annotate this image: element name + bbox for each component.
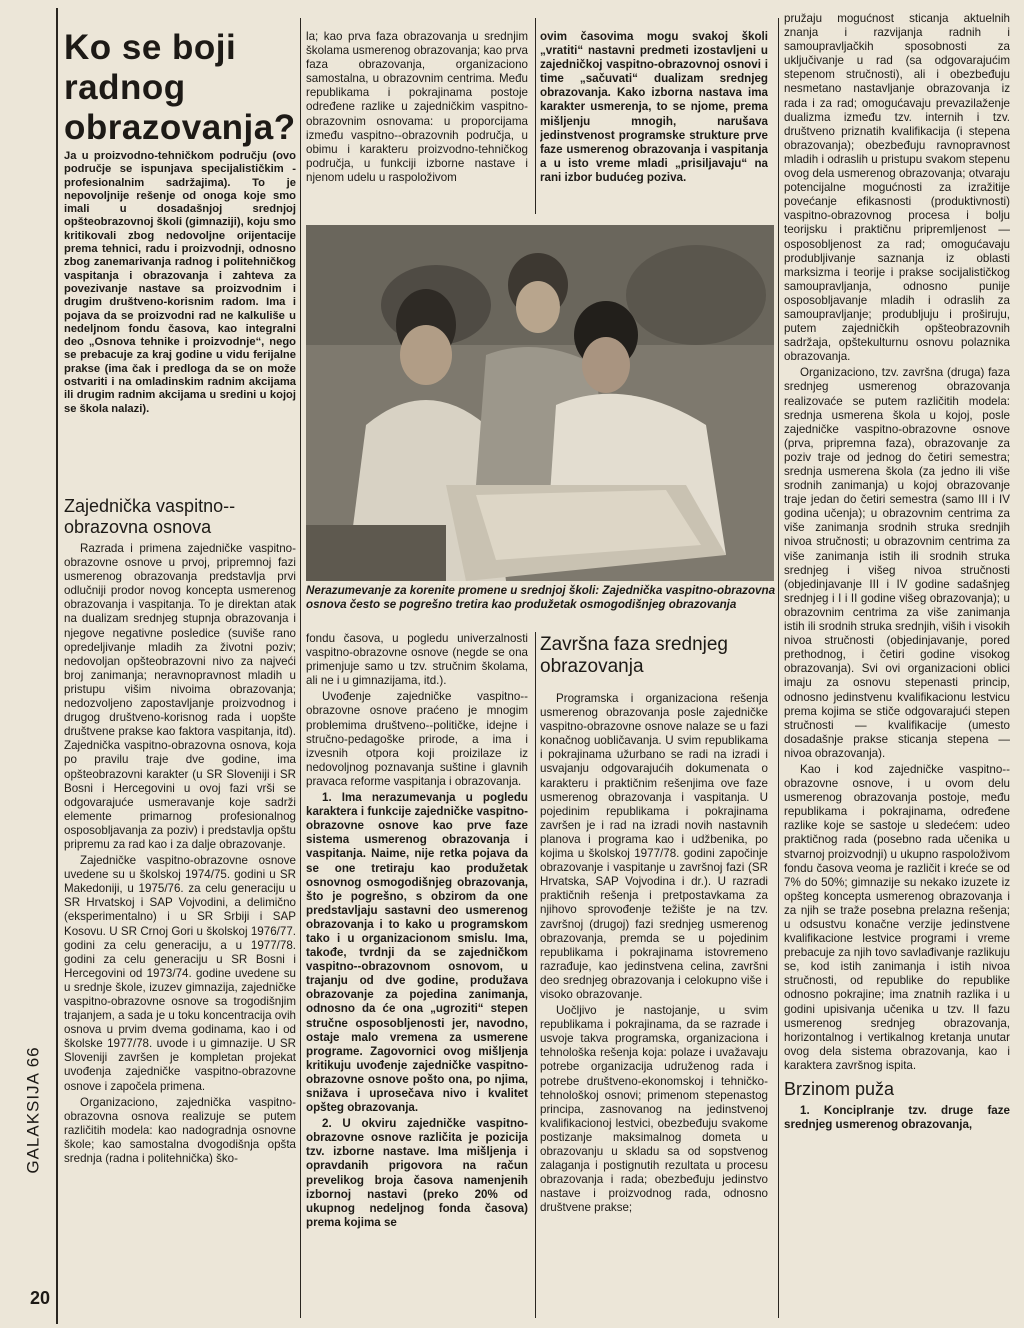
subheading-brzinom: Brzinom puža — [784, 1079, 895, 1100]
column-3-top — [540, 30, 768, 220]
paragraph: la; kao prva faza obrazovanja u srednjim školama usmerenog obrazovanja; kao prva faza obrazovanja, organizaciono samostalna, u obrazovnim centrima. Među republikama i pokrajinama postoje određene razlike u zajedničkim vaspitno-obrazovnim osnovama: u proporcijama između vaspitno--obrazovnih područja, u obimu i karakteru proizvodno-tehničkog područja, u funkciji izborne nastave i njenom udelu u raspoloživom — [306, 30, 528, 184]
page-number: 20 — [30, 1288, 51, 1308]
paragraph: 1. Ima nerazumevanja u pogledu karaktera i funkcije zajedničke vaspitno-obrazovne osnove kao prve faze sistema usmerenog obrazovanja i vaspitanja. Naime, nije retka pojava da se one tretiraju kao produžetak osnovnog osmogodišnjeg obrazovanja, što je pogrešno, s obzirom da one predstavljaju sastavni deo usmerenog obrazovanja i to kako u programskom tako i u organizacionom smislu. Ima, takođe, tvrdnji da se zajedničkom vaspitno--obrazovnom osnovom, u trajanju od dve godine, produžava obrazovanje za pojedina zanimanja, odnosno da će ona „ugroziti“ stepen stručne osposobljenosti jer, navodno, ostaje malo vremena za usmerene programe. Zagovornici ovog mišljenja kritikuju uvođenje zajedničke vaspitno-obrazovne osnove pošto ona, po njima, snižava i uprosečava nivo i kvalitet opšteg obrazovanja. — [306, 791, 528, 1115]
paragraph: Zajedničke vaspitno-obrazovne osnove uvedene su u školskoj 1974/75. godini u SR Makedoniji, u 1975/76. za celu generaciju u SR Hrvatskoj i SAP Vojvodini, a delimično (eksperimentalno) i u SR Srbiji i SAP Kosovu. U SR Crnoj Gori u školskoj 1976/77. godini za celu generaciju, a u 1977/78. godini za celu generaciju u SR Bosni i Hercegovini od 1973/74. godine uvedene su u srednje škole, izuzev gimnazija, zajedničke vaspitno-obrazovne osnove sa trogodišnjim trajanjem, a sada je u toku koncentracija ovih osnova u prvim dvema godinama, kao i od školske 1977/78. uvode i u gimnazije. U SR Sloveniji završen je kompletan projekat uvođenja zajedničke vaspitno-obrazovne osnove i započela primena. — [64, 854, 296, 1093]
paragraph: Kao i kod zajedničke vaspitno--obrazovne osnove, i u ovom delu usmerenog obrazovanja postoje, među republikama i pokrajinama, određene razlike koje se sastoje u sledećem: udeo praktičnog rada (posebno rada učenika u stvarnoj proizvodnji) u ukupno raspoloživom fondu časova veoma je različit i kreće se od 7% do 50%; gimnazije su nekako izuzete iz opšteg koncepta usmerenog obrazovanja i za njih se traže posebna prelazna rešenja; u odsustvu konačne verzije jedinstvene kvalifikacione lestvice programi i vreme prebacuje za njih tovo savlađivanje razlikuju se, kod istih zanimanja i istih nivoa stručnosti, od republike do republike odnosno pokrajine; ima znatnih razlika i u godini upisivanja učenika u tzv. II fazu usmerenog srednjeg obrazovanja, horizontalnog i vertikalnog kretanja unutar ovog dela sistema obrazovanja, kao i karaktera završnog ispita. — [784, 762, 1010, 1072]
left-vertical-rule — [56, 8, 58, 1324]
article-lead: Ja u proizvodno-tehničkom području (ovo područje se ispunjava specijalističkim - profesionalnim sadržajima). To je nepovoljnije rešenje od onoga koje smo imali u dosadašnjoj srednjoj opšteobrazovnoj školi (gimnaziji), koju smo kritikovali zbog nedovoljne orijentacije prema tehnici, radu i proizvodnji, odnosno zbog zanemarivanja radnog i politehničkog vaspitanja i obrazovanja i zahteva za povezivanje nastave sa proizvodnim i drugim društveno-korisnim radom. Ima i pojava da se proizvodni rad ne kalkuliše u nedeljnom fondu časova, kao integralni deo „Osnova tehnike i proizvodnje“, nego se prebacuje za kraj godine u vidu ferijalne prakse (ima čak i predloga da se on može ostvariti i na omladinskim radnim akcijama ili drugim radnim akcijama u sredini u kojoj se škola nalazi). — [64, 150, 296, 415]
column-rule — [535, 632, 536, 1318]
photo-caption: Nerazumevanje za korenite promene u srednjoj školi: Zajednička vaspitno-obrazovna osnova često se pogrešno tretira kao produžetak osmogodišnjeg obrazovanja — [306, 584, 776, 611]
paragraph: ovim časovima mogu svakoj školi „vratiti“ nastavni predmeti izostavljeni u zajedničkoj vaspitno-obrazovnoj osnovi i time „sačuvati“ dualizam srednjeg obrazovanja. Kako izborna nastava ima karakter usmerenja, to se njome, prema mišljenju mnogih, narušava jedinstvenost programske strukture prve faze usmerenog obrazovanja i vaspitanja a u isto vreme mladi „prisiljavaju“ na rani izbor budućeg poziva. — [540, 30, 768, 184]
paragraph: Uvođenje zajedničke vaspitno--obrazovne osnove praćeno je mnogim problemima društveno--političke, idejne i stručno-pedagoške prirode, a ima i izvesnih otpora koji proizilaze iz nedovoljnog poznavanja suštine i glavnih pravaca reforme vaspitanja i obrazovanja. — [306, 690, 528, 788]
article-title: Ko se boji radnog obrazovanja? — [64, 28, 296, 147]
paragraph: Organizaciono, zajednička vaspitno-obrazovna osnova realizuje se putem različitih modela: kao nadogradnja osnovne škole; kao samostalna dvogodišnja opšta srednja (radna i politehnička) ško- — [64, 1095, 296, 1166]
column-rule — [778, 18, 779, 1318]
paragraph: Razrada i primena zajedničke vaspitno-obrazovne osnove u prvoj, pripremnoj fazi usmerenog obrazovanja predstavlja prvi odlučniji prodor novog koncepta usmerenog obrazovanja i vaspitanja. To je direktan atak na dualizam srednjeg stupnja obrazovanja i njegove negativne posledice (suviše rano opredeljivanje mladih za životni poziv; nedovoljan opšteobrazovni nivo za najveći broj zanimanja; neravnopravnost mladih u pristupu višim nivoima obrazovanja; nedozvoljeno zapostavljanje proizvodnog i drugog društveno-korisnog rada i uopšte društvene prakse kao faktora vaspitanja, itd). Zajednička vaspitno-obrazovna osnova, koja po pravilu traje dve godine, ima opšteobrazovni karakter (u SR Sloveniji i SR Bosni i Hercegovini u ovoj fazi vrši se odgovarajuće usmeravanje koje sadrži elemente primarnog profesionalnog osposobljavanja za poziv) i predstavlja opštu pripremu za rad kao i za dalje obrazovanje. — [64, 542, 296, 851]
paragraph: Organizaciono, tzv. završna (druga) faza srednjeg usmerenog obrazovanja realizovaće se putem različitih modela: srednja usmerena škola u kojoj, posle zajedničke vaspitno-obrazovne osnove (prva, pripremna faza), obrazovanje za poziv traje od jednog do četiri semestra; srednja usmerena škola (za jedno ili više srodnih zanimanja) u kojoj obrazovanje traje jedan do četiri semestra (samo III i IV godina učenja); u obrazovnim centrima za više zanimanja srodnih struka srednjih nivoa stručnosti; u obrazovnim centrima za više zanimanja istih ili srodnih struka srednjeg i višeg nivoa stručnosti (objedinjavanje III i IV godine sadašnjeg srednjeg i I i II godine višeg obrazovanja); u obrazovnim centrima za više zanimanja istih ili srodnih struka srednjih, viših i visokih nivoa stručnosti (objedinjavanje, pored prethodnog, i četiri godine visokog obrazovanja). Svi ovi organizacioni oblici imaju za osnovu stepenasti princip, odnosno jedinstvenu kvalifikacionu lestvicu prema kojima se stiče odgovarajući stepen stručnosti — kvalifikacije (umesto dosadašnje prakse sticanja stepena — nivoa obrazovanja). — [784, 366, 1010, 760]
column-rule — [535, 18, 536, 214]
paragraph: Programska i organizaciona rešenja usmerenog obrazovanja posle zajedničke vaspitno-obrazovne osnove nalaze se u fazi konačnog uobličavanja. U svim republikama i pokrajinama užurbano se radi na izradi i usvajanju odgovarajućih dokumenata o karakteru i praktičnim rešenjima ove faze usmerenog obrazovanja i vaspitanja. U pojedinim republikama i pokrajinama završen je i rad na izradi novih nastavnih planova i programa kao i udžbenika, po kojima u školskoj 1977/78. godini započinje obrazovanje i vaspitanje u završnoj fazi (SR Hrvatska, SAP Vojvodina i dr.). U razradi praktičnih rešenja i pretpostavkama za njihovo sprovođenje težište je na tzv. završnoj (drugoj) fazi srednjeg usmerenog obrazovanja, premda se u pojedinim republikama i pokrajinama istovremeno razrađuje, kao jedinstvena celina, završni deo srednjeg obrazovanja i celokupno više i visoko obrazovanje. — [540, 692, 768, 1001]
paragraph: pružaju mogućnost sticanja aktuelnih znanja i razvijanja radnih i samoupravljačkih sposobnosti za uključivanje u rad (sa odgovarajućim stepenom stručnosti), ali i obezbeđuju nesmetano nastavljanje obrazovanja iz rada i za rad; omogućavaju prevazilaženje dualizma između tzv. internih i tzv. društveno priznatih kvalifikacija (i stepena obrazovanja); obezbeđuju ravnopravnost mladih i odraslih u pristupu svakom stepenu ovog dela usmerenog obrazovanja; otvaraju potencijalne mogućnosti za izražitije povećanje efikasnosti (produktivnosti) vaspitno-obrazovnog procesa i bolju teorijsku i praktičnu pripremljenost — osposobljenost za rad; omogućavaju produbljivanje saznanja iz oblasti marksizma i teorije i prakse socijalističkog samoupravljanja, odnosno punije osposobljavanje mladih i odraslih za samoupravljanje; produbljuju i proširuju, putem zajedničkih opšteobrazovnih sadržaja, opštekulturnu osnovu polaznika obrazovanja. — [784, 12, 1010, 364]
column-4 — [784, 12, 1010, 1324]
column-rule — [300, 18, 301, 1318]
subheading-zajednicka: Zajednička vaspitno--obrazovna osnova — [64, 496, 236, 537]
column-2-top — [306, 30, 528, 220]
students-photo-illustration — [306, 225, 774, 581]
column-3 — [540, 632, 768, 1324]
paragraph: 1. Konciplranje tzv. druge faze srednjeg usmerenog obrazovanja, — [784, 1104, 1010, 1132]
subheading-zavrsna: Završna faza srednjeg obrazovanja — [540, 634, 728, 677]
magazine-name: GALAKSIJA 66 — [23, 1046, 43, 1174]
column-2 — [306, 632, 528, 1324]
article-photo — [306, 225, 774, 581]
paragraph: Uočljivo je nastojanje, u svim republikama i pokrajinama, da se razrade i usvoje takva programska, organizaciona i tehnološka rešenja koja: polaze i uvažavaju potrebe organizacija udruženog rada i potrebe društveno-ekonomskoj i tehničko-tehnološkoj osnovi; primenom stepenastog principa, zasnovanog na jedinstvenoj kvalifikacionoj lestvici, obezbeđuju svakome postizanje maksimalnog dometa u obrazovanju u skladu sa od sopstvenog zalaganja i postignutih rezultata u procesu obrazovanja i rada; obezbeđuju jedinstvo nastave i proizvodnog rada, odnosno društvene prakse; — [540, 1004, 768, 1215]
paragraph: fondu časova, u pogledu univerzalnosti vaspitno-obrazovne osnove (negde se ona primenjuje samo u tzv. stručnim školama, ali ne i u gimnazijama, itd.). — [306, 632, 528, 688]
column-1 — [64, 494, 296, 1324]
page-sidebar — [18, 1040, 58, 1320]
paragraph: 2. U okviru zajedničke vaspitno-obrazovne osnove različita je pozicija tzv. izborne nastave. Ima mišljenja i opravdanih prigovora na račun prevelikog broja časova namenjenih izbornoj nastavi (preko 20% od ukupnog nedeljnog fonda časova) prema kojima se — [306, 1117, 528, 1229]
